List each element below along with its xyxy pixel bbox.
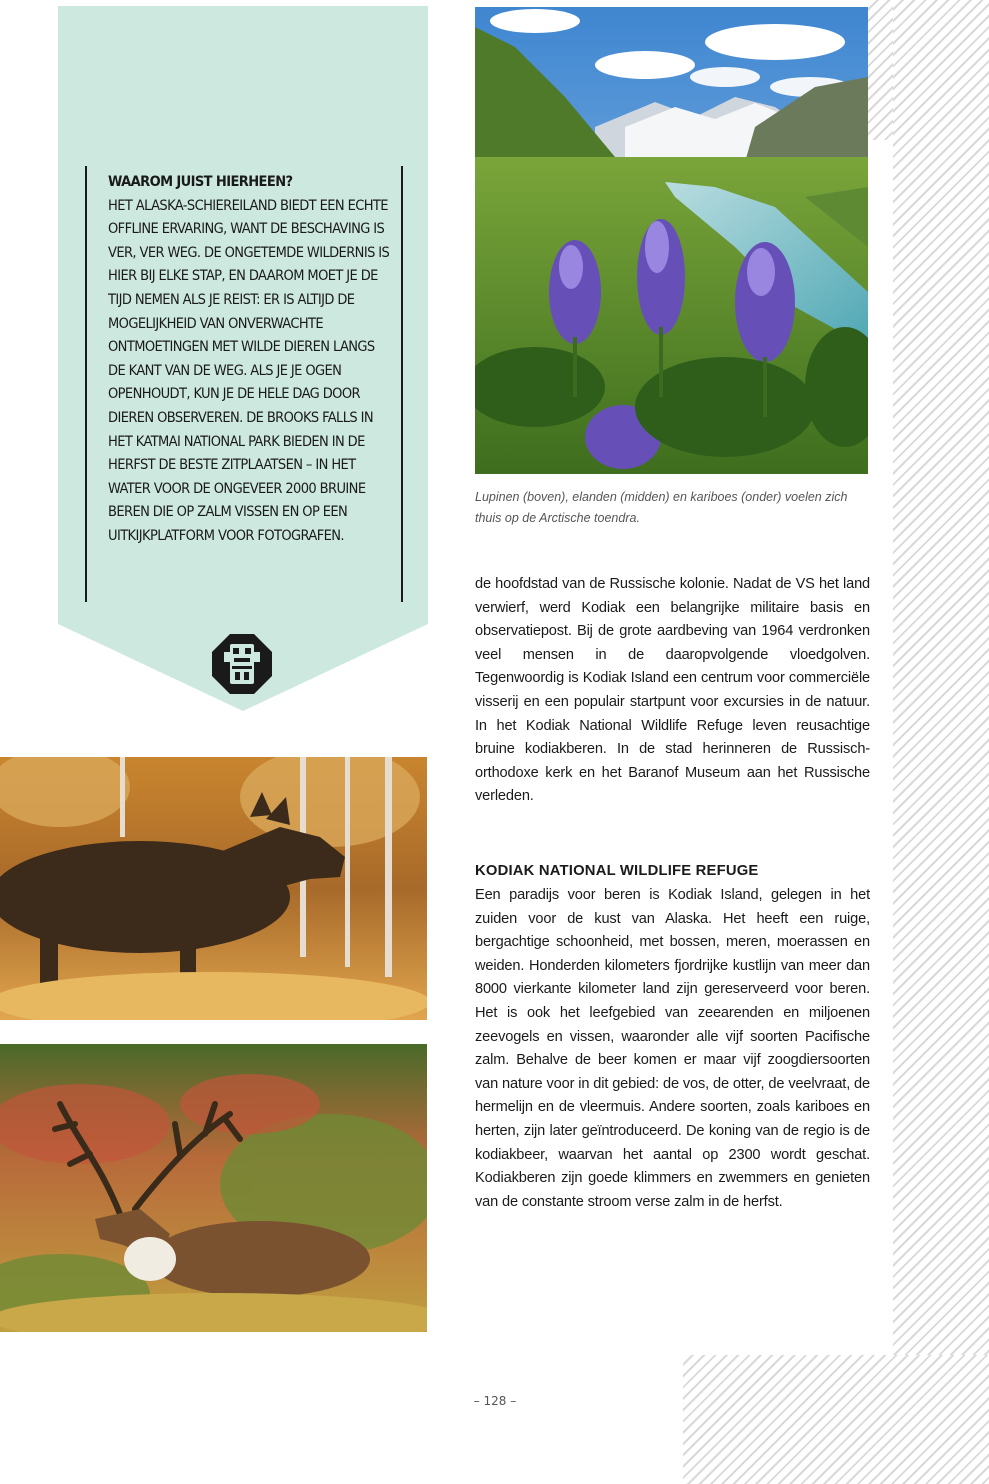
page-number: – 128 – bbox=[473, 1394, 517, 1408]
totem-icon bbox=[210, 632, 274, 696]
info-box-left-rule bbox=[85, 166, 87, 602]
info-box-text bbox=[108, 171, 390, 549]
decorative-hatch-right bbox=[893, 0, 989, 1484]
photo-moose bbox=[0, 757, 427, 1020]
photo-caption: Lupinen (boven), elanden (midden) en kariboes (onder) voelen zich thuis op de Arctische toendra. bbox=[475, 490, 848, 525]
photo-lupines-valley bbox=[475, 7, 868, 474]
body-paragraph-2: Een paradijs voor beren is Kodiak Island, gelegen in het zuiden voor de kust van Alaska. Het heeft een ruige, bergachtige schoonheid, met bossen, meren, moerassen en weiden. Honderden kilometers fjordrijke kustlijn van meer dan 8000 vierkante kilometer land zijn gereserveerd voor beren. Het is ook het leefgebied van zeearenden en miljoenen zeevogels en vissen, waaronder alle vijf soorten Pacifische zalm. Behalve de beer komen er maar vijf zoogdiersoorten van nature voor in dit gebied: de vos, de otter, de veelvraat, de hermelijn en de vleermuis. Andere soorten, zoals kariboes en herten, zijn later geïntroduceerd. De koning van de regio is de kodiakbeer, waarvan het aantal op 2300 wordt geschat. Kodiakberen zijn goede klimmers en zwemmers en genieten van de constante stroom verse zalm in de herfst. bbox=[475, 887, 870, 1210]
info-box bbox=[58, 6, 428, 711]
info-box-right-rule bbox=[401, 166, 403, 602]
info-box-heading: WAAROM JUIST HIERHEEN? bbox=[108, 174, 293, 190]
body-paragraph-1: de hoofdstad van de Russische kolonie. Nadat de VS het land verwierf, werd Kodiak een belangrijke militaire basis en observatiepost. Bij de grote aardbeving van 1964 verdronken veel mensen in de daaropvolgende vloedgolven. Tegenwoordig is Kodiak Island een centrum voor commerciële visserij en een populair startpunt voor excursies in de natuur. In het Kodiak National Wildlife Refuge leven reusachtige bruine kodiakberen. In de stad herinneren de Russisch-orthodoxe kerk en het Baranof Museum aan het Russische verleden. bbox=[475, 576, 870, 805]
section-heading: KODIAK NATIONAL WILDLIFE REFUGE bbox=[475, 863, 759, 879]
photo-caribou bbox=[0, 1044, 427, 1332]
info-box-body: HET ALASKA-SCHIEREILAND BIEDT EEN ECHTE OFFLINE ERVARING, WANT DE BESCHAVING IS VER, VER WEG. DE ONGETEMDE WILDERNIS IS HIER BIJ ELKE STAP, EN DAAROM MOET JE DE TIJD NEMEN ALS JE REIST: ER IS ALTIJD DE MOGELIJKHEID VAN ONVERWACHTE ONTMOETINGEN MET WILDE DIEREN LANGS DE KANT VAN DE WEG. ALS JE JE OGEN OPENHOUDT, KUN JE DE HELE DAG DOOR DIEREN OBSERVEREN. DE BROOKS FALLS IN HET KATMAI NATIONAL PARK BIEDEN IN DE HERFST DE BESTE ZITPLAATSEN – IN HET WATER VOOR DE ONGEVEER 2000 BRUINE BEREN DIE OP ZALM VISSEN EN OP EEN UITKIJKPLATFORM VOOR FOTOGRAFEN. bbox=[108, 197, 390, 544]
decorative-hatch-bottom bbox=[683, 1355, 989, 1484]
